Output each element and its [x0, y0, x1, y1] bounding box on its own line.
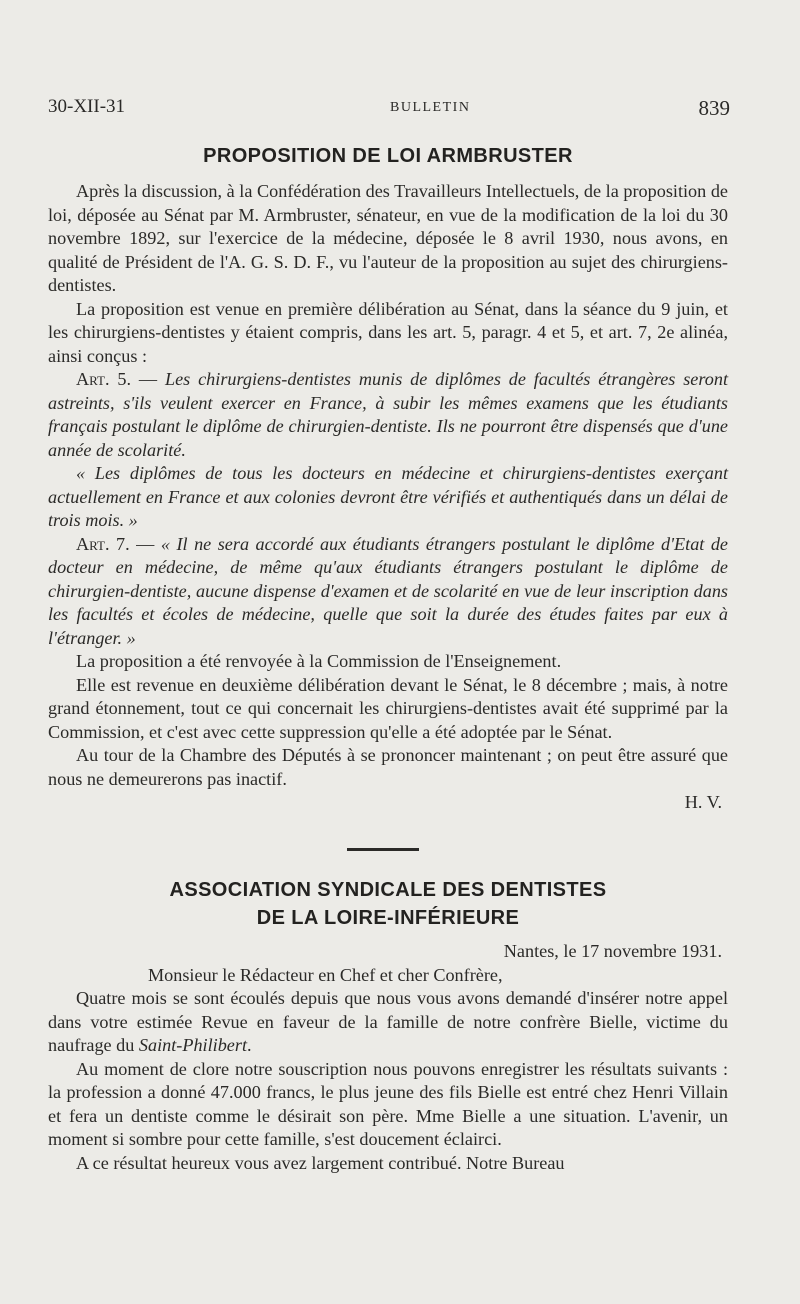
article-7 — [48, 533, 728, 651]
section2-title-line-1: ASSOCIATION SYNDICALE DES DENTISTES — [169, 879, 607, 901]
section2-title-line-2: DE LA LOIRE-INFÉRIEURE — [256, 907, 520, 929]
article-7-label: Art. 7. — — [76, 533, 155, 554]
page-header — [48, 96, 730, 126]
header-date: 30-XII-31 — [48, 96, 126, 117]
article-5-quote: « Les diplômes de tous les docteurs en médecine et chirurgiens-dentistes exerçant actuellement en France et aux colonies devront être vérifiés et authentiqués dans un délai de trois mois. » — [48, 463, 728, 530]
paragraph-1-start: Quatre mois se sont écoulés depuis que nous vous avons demandé d'insérer notre appel dans votre estimée Revue en faveur de la famille de notre confrère Bielle, victime du naufrage du — [48, 988, 728, 1055]
section1-paragraph-3: La proposition a été renvoyée à la Commission de l'Enseignement. — [76, 651, 562, 671]
header-title: BULLETIN — [390, 100, 471, 115]
section1-paragraph-4: Elle est revenue en deuxième délibération devant le Sénat, le 8 décembre ; mais, à notre grand étonnement, tout ce qui concernait les chirurgiens-dentistes avait été supprimé par la Commission, et c'est avec cette suppression qu'elle a été adoptée par le Sénat. — [48, 674, 728, 742]
article-5-text: Les chirurgiens-dentistes munis de diplômes de facultés étrangères seront astreints, s'ils veulent exercer en France, à subir les mêmes examens que les étudiants français postulant le diplôme de chirurgien-dentiste. Ils ne pourront être dispensés que d'une année de scolarité. — [48, 369, 729, 460]
paragraph-1-end: . — [247, 1035, 252, 1055]
section1-paragraph-1: Après la discussion, à la Confédération des Travailleurs Intellectuels, de la proposition de loi, déposée au Sénat par M. Armbruster, sénateur, en vue de la modification de la loi du 30 novembre 1892, sur l'exercice de la médecine, déposée le 8 avril 1930, nous avons, en qualité de Président de l'A. G. S. D. F., vu l'auteur de la proposition au sujet des chirurgiens-dentistes. — [48, 181, 728, 295]
section1-title: PROPOSITION DE LOI ARMBRUSTER — [203, 145, 573, 167]
section1-body — [48, 180, 728, 815]
letter-salutation: Monsieur le Rédacteur en Chef et cher Confrère, — [148, 964, 503, 985]
section-divider — [347, 848, 419, 851]
section1-paragraph-5: Au tour de la Chambre des Députés à se prononcer maintenant ; on peut être assuré que nous ne demeurerons pas inactif. — [48, 745, 728, 789]
letter-date: Nantes, le 17 novembre 1931. — [503, 941, 722, 961]
article-7-text: « Il ne sera accordé aux étudiants étrangers postulant le diplôme d'Etat de docteur en médecine, de même qu'aux étudiants étrangers postulant le diplôme de chirurgien-dentiste, aucune dispense d'examen et de scolarité en vue de leur inscription dans les facultés et écoles de médecine, quelle que soit la durée des études faites par eux à l'étranger. » — [48, 533, 729, 648]
section1-paragraph-2: La proposition est venue en première délibération au Sénat, dans la séance du 9 juin, et les chirurgiens-dentistes y étaient compris, dans les art. 5, paragr. 4 et 5, et art. 7, 2e alinéa, ainsi conçus : — [48, 298, 728, 366]
section2-body — [48, 940, 728, 1175]
section2-title — [48, 876, 728, 932]
article-5-label: Art. 5. — — [76, 369, 158, 389]
section2-paragraph-2: Au moment de clore notre souscription nous pouvons enregistrer les résultats suivants : la profession a donné 47.000 francs, le plus jeune des fils Bielle est entré chez Henri Villain et fera un dentiste comme le désirait son père. Mme Bielle a une situation. L'avenir, un moment si sombre pour cette famille, s'est doucement éclairci. — [48, 1058, 728, 1149]
signature: H. V. — [684, 792, 722, 812]
article-5 — [48, 368, 728, 462]
section2-paragraph-3: A ce résultat heureux vous avez largement contribué. Notre Bureau — [76, 1152, 565, 1173]
ship-name: Saint-Philibert — [138, 1035, 248, 1055]
page-number: 839 — [698, 96, 730, 120]
section2-paragraph-1 — [48, 987, 728, 1058]
